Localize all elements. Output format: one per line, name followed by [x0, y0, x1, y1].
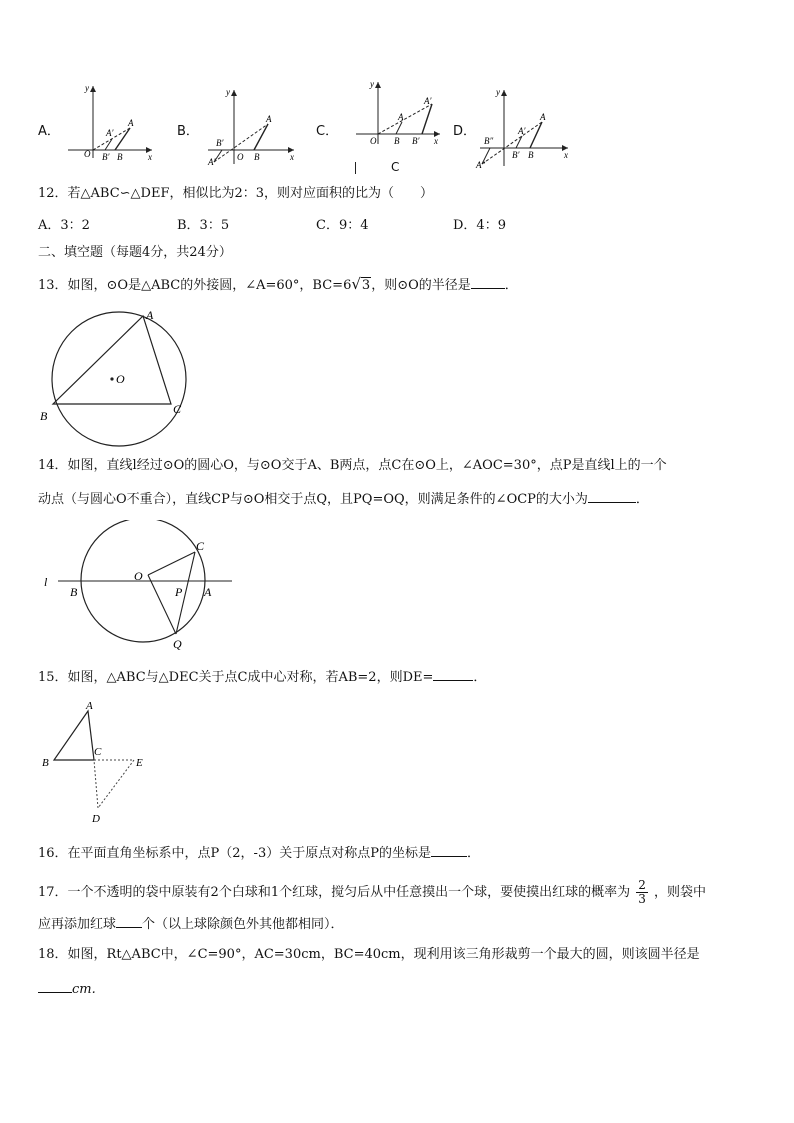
- svg-text:D: D: [92, 813, 100, 825]
- q17-stem-line2: 应再添加红球 个（以上球除颜色外其他都相同）．: [38, 917, 344, 932]
- label-o: O: [84, 149, 91, 159]
- q12-choice-d: D．4：9: [453, 218, 506, 233]
- svg-text:B′: B′: [216, 138, 224, 148]
- q11-graph-c-caption: C: [391, 160, 400, 174]
- triangle-dec: [94, 760, 134, 808]
- svg-text:x: x: [564, 150, 568, 160]
- q11-graph-c: [350, 78, 450, 150]
- svg-text:y: y: [496, 87, 500, 97]
- svg-text:A′: A′: [208, 157, 216, 166]
- svg-text:A: A: [540, 112, 546, 122]
- svg-text:A: A: [266, 114, 272, 124]
- label-x: x: [148, 152, 152, 162]
- q13-answer-blank: [471, 276, 505, 289]
- svg-text:C: C: [94, 746, 102, 758]
- svg-text:B: B: [40, 409, 48, 423]
- svg-text:B′: B′: [512, 150, 520, 160]
- q18-answer-blank: [38, 980, 72, 993]
- svg-text:B: B: [42, 757, 49, 769]
- q18-stem-line1: 18．如图，Rt△ABC中，∠C=90°，AC=30cm，BC=40cm，现利用该三角形裁剪一个最大的圆，则该圆半径是: [38, 947, 700, 962]
- q17-answer-blank: [116, 915, 142, 928]
- label-y: y: [85, 83, 89, 93]
- svg-text:Q: Q: [173, 637, 182, 651]
- svg-text:B: B: [70, 585, 78, 599]
- q14-stem-line1: 14．如图，直线l经过⊙O的圆心O，与⊙O交于A、B两点，点C在⊙O上，∠AOC=30°，点P是直线l上的一个: [38, 458, 667, 473]
- svg-text:B: B: [254, 152, 260, 162]
- svg-text:A: A: [146, 308, 154, 322]
- label-a: A: [128, 118, 134, 128]
- q14-figure: [40, 520, 240, 655]
- svg-text:A: A: [86, 700, 93, 712]
- triangle-abc: [54, 711, 94, 760]
- svg-text:O: O: [116, 372, 125, 386]
- svg-text:l: l: [44, 575, 48, 589]
- svg-text:A′: A′: [424, 96, 432, 106]
- svg-text:y: y: [226, 87, 230, 97]
- q14-answer-blank: [588, 490, 636, 503]
- q13-figure: [40, 302, 200, 452]
- q11-graph-d: [474, 86, 574, 170]
- svg-text:x: x: [434, 136, 438, 146]
- svg-text:x: x: [290, 152, 294, 162]
- svg-text:O: O: [237, 152, 244, 162]
- label-a-prime: A′: [106, 128, 114, 138]
- svg-text:y: y: [370, 79, 374, 89]
- svg-text:C: C: [196, 539, 205, 553]
- svg-text:B″: B″: [484, 136, 494, 146]
- q12-choice-c: C．9：4: [316, 218, 369, 233]
- q11-option-d-label: D．: [453, 124, 477, 139]
- q11-graph-b: [202, 86, 302, 166]
- q15-stem: 15．如图，△ABC与△DEC关于点C成中心对称，若AB=2，则DE= ．: [38, 670, 487, 685]
- svg-text:O: O: [370, 136, 377, 146]
- q12-choice-b: B．3：5: [177, 218, 230, 233]
- q17-stem-line1: 17．一个不透明的袋中原装有2个白球和1个红球，搅匀后从中任意摸出一个球，要使摸出红球的概率为 $\frac{2}{3}$ ，则袋中: [38, 878, 707, 906]
- q11-option-a-label: A．: [38, 124, 60, 139]
- q15-answer-blank: [433, 668, 473, 681]
- svg-text:B′: B′: [412, 136, 420, 146]
- svg-text:E: E: [136, 757, 143, 769]
- center-point: [110, 377, 113, 380]
- q12-stem: 12．若△ABC∽△DEF，相似比为2：3，则对应面积的比为（ ）: [38, 186, 434, 201]
- svg-text:A″: A″: [476, 160, 486, 170]
- q18-stem-line2: cm.: [38, 980, 96, 998]
- section-title: 二、填空题（每题4分，共24分）: [38, 245, 232, 260]
- svg-text:C: C: [173, 402, 182, 416]
- svg-text:A: A: [398, 112, 404, 122]
- caption-divider: [355, 162, 356, 174]
- svg-text:P: P: [175, 585, 183, 599]
- q11-option-b-label: B．: [177, 124, 199, 139]
- q17-fraction: $\frac{2}{3}$: [638, 878, 646, 906]
- q16-answer-blank: [431, 844, 467, 857]
- svg-text:A: A: [204, 585, 212, 599]
- q11-option-c-label: C．: [316, 124, 339, 139]
- label-b-prime: B′: [102, 152, 110, 162]
- q13-stem: 13．如图，⊙O是△ABC的外接圆，∠A=60°，BC=6√3，则⊙O的半径是 ．: [38, 275, 518, 293]
- q12-choice-a: A．3：2: [38, 218, 90, 233]
- svg-text:B: B: [394, 136, 400, 146]
- q11-graph-a: [60, 82, 160, 162]
- label-b: B: [117, 152, 123, 162]
- q15-figure: [38, 696, 158, 826]
- triangle-abc: [53, 316, 171, 404]
- q14-stem-line2: 动点（与圆心O不重合），直线CP与⊙O相交于点Q，且PQ=OQ，则满足条件的∠OCP的大小为 ．: [38, 492, 649, 507]
- svg-text:B: B: [528, 150, 534, 160]
- q13-radicand: 3: [361, 278, 371, 293]
- q16-stem: 16．在平面直角坐标系中，点P（2，-3）关于原点对称点P的坐标是 ．: [38, 846, 480, 861]
- svg-text:O: O: [134, 569, 143, 583]
- svg-text:A′: A′: [518, 126, 526, 136]
